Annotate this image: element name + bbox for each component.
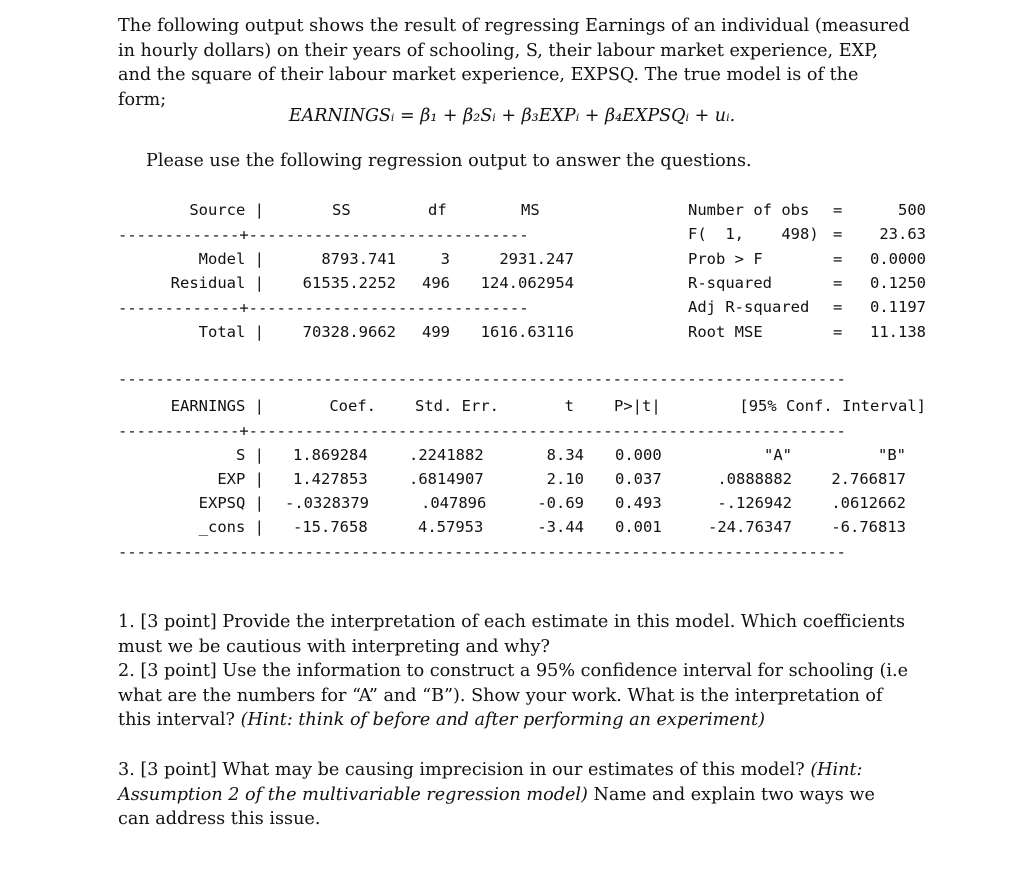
- stat-label: F( 1, 498): [688, 225, 819, 243]
- anova-row-source: Model |: [198, 250, 264, 268]
- coef-header-coef: Coef.: [329, 397, 376, 415]
- question-2-text: 2. [3 point] Use the information to construct a 95% confidence interval for schooling (i.e what are the numbers for “A” and “B”). Show your work. What is the interpretation of this interval?: [118, 661, 908, 730]
- anova-row-source: Total |: [198, 323, 264, 341]
- coef-row-ci-high: -6.76813: [831, 518, 906, 536]
- coef-row-p: 0.037: [615, 470, 662, 488]
- stat-eq: =: [833, 323, 843, 341]
- stat-value: 500: [898, 201, 926, 219]
- question-3-text-2: Name and explain two ways we can address this issue.: [118, 784, 875, 829]
- stat-eq: =: [833, 250, 843, 268]
- coef-header-var: EARNINGS |: [170, 397, 264, 415]
- coef-row-coef: 1.869284: [293, 446, 368, 464]
- stat-value: 0.1250: [870, 274, 926, 292]
- anova-header-ss: SS: [332, 201, 351, 219]
- stat-eq: =: [833, 201, 843, 219]
- stat-eq: =: [833, 225, 843, 243]
- coef-row-ci-low: -.126942: [717, 494, 792, 512]
- coef-row-se: .047896: [421, 494, 487, 512]
- coef-row-var: EXP |: [217, 470, 264, 488]
- coef-row-p: 0.001: [615, 518, 662, 536]
- stat-label: R-squared: [688, 274, 772, 292]
- coef-row-t: -0.69: [537, 494, 584, 512]
- coef-header-t: t: [564, 397, 574, 415]
- stat-value: 11.138: [870, 323, 926, 341]
- coef-row-ci-low: "A": [764, 446, 792, 464]
- coef-row-ci-high: 2.766817: [831, 470, 906, 488]
- coef-header-se: Std. Err.: [415, 397, 499, 415]
- coef-row-var: EXPSQ |: [198, 494, 264, 512]
- anova-row-ms: 2931.247: [499, 250, 574, 268]
- anova-row-ss: 70328.9662: [302, 323, 396, 341]
- question-2-hint: (Hint: think of before and after performing an experiment): [240, 710, 765, 730]
- anova-row-df: 499: [422, 323, 450, 341]
- instruction-text: Please use the following regression output to answer the questions.: [146, 151, 752, 171]
- anova-header-ms: MS: [521, 201, 540, 219]
- coef-row-var: S |: [236, 446, 264, 464]
- stat-label: Root MSE: [688, 323, 763, 341]
- anova-row-df: 3: [440, 250, 450, 268]
- stat-label: Prob > F: [688, 250, 763, 268]
- coef-row-t: 8.34: [546, 446, 584, 464]
- anova-header-source: Source |: [189, 201, 264, 219]
- coef-row-p: 0.000: [615, 446, 662, 464]
- coef-row-var: _cons |: [198, 518, 264, 536]
- coef-row-t: 2.10: [546, 470, 584, 488]
- coef-row-coef: 1.427853: [293, 470, 368, 488]
- coef-row-ci-high: "B": [878, 446, 906, 464]
- coef-row-coef: -15.7658: [293, 518, 368, 536]
- stat-value: 23.63: [879, 225, 926, 243]
- intro-paragraph: The following output shows the result of regressing Earnings of an individual (measured in hourly dollars) on their years of schooling, S, their labour market experience, EXP, and the square of their labour market experience, EXPSQ. The true model is of the form;: [118, 16, 910, 110]
- anova-header-df: df: [428, 201, 447, 219]
- coef-header-ci: [95% Conf. Interval]: [739, 397, 926, 415]
- stat-value: 0.1197: [870, 298, 926, 316]
- anova-row-ss: 8793.741: [321, 250, 396, 268]
- coef-row-t: -3.44: [537, 518, 584, 536]
- stat-eq: =: [833, 274, 843, 292]
- coef-row-p: 0.493: [615, 494, 662, 512]
- model-equation: EARNINGSᵢ = β₁ + β₂Sᵢ + β₃EXPᵢ + β₄EXPSQᵢ + uᵢ.: [288, 106, 736, 126]
- coef-row-ci-low: -24.76347: [708, 518, 792, 536]
- question-3-hint: (Hint: Assumption 2 of the multivariable regression model): [118, 760, 863, 805]
- anova-row-ms: 124.062954: [480, 274, 574, 292]
- coef-rule-mid: -------------+----------------------------------------------------------------: [118, 425, 846, 437]
- coef-row-ci-high: .0612662: [831, 494, 906, 512]
- question-2: [118, 659, 910, 733]
- anova-row-source: Residual |: [170, 274, 264, 292]
- coef-rule-top: ------------------------------------------------------------------------------: [118, 373, 846, 385]
- stat-value: 0.0000: [870, 250, 926, 268]
- anova-row-ms: 1616.63116: [480, 323, 574, 341]
- coef-rule-bottom: ------------------------------------------------------------------------------: [118, 546, 846, 558]
- question-3: [118, 758, 910, 832]
- anova-row-ss: 61535.2252: [302, 274, 396, 292]
- anova-rule-1: -------------+------------------------------: [118, 229, 529, 241]
- stat-label: Adj R-squared: [688, 298, 810, 316]
- anova-row-df: 496: [422, 274, 450, 292]
- question-3-text: 3. [3 point] What may be causing imprecision in our estimates of this model?: [118, 760, 805, 780]
- question-1: 1. [3 point] Provide the interpretation of each estimate in this model. Which coefficients must we be cautious with interpreting and why?: [118, 612, 906, 657]
- coef-row-se: .2241882: [409, 446, 484, 464]
- coef-row-ci-low: .0888882: [717, 470, 792, 488]
- coef-row-coef: -.0328379: [285, 494, 369, 512]
- coef-header-p: P>|t|: [614, 397, 661, 415]
- coef-row-se: .6814907: [409, 470, 484, 488]
- anova-rule-2: -------------+------------------------------: [118, 302, 529, 314]
- stat-label: Number of obs: [688, 201, 810, 219]
- stat-eq: =: [833, 298, 843, 316]
- coef-row-se: 4.57953: [418, 518, 484, 536]
